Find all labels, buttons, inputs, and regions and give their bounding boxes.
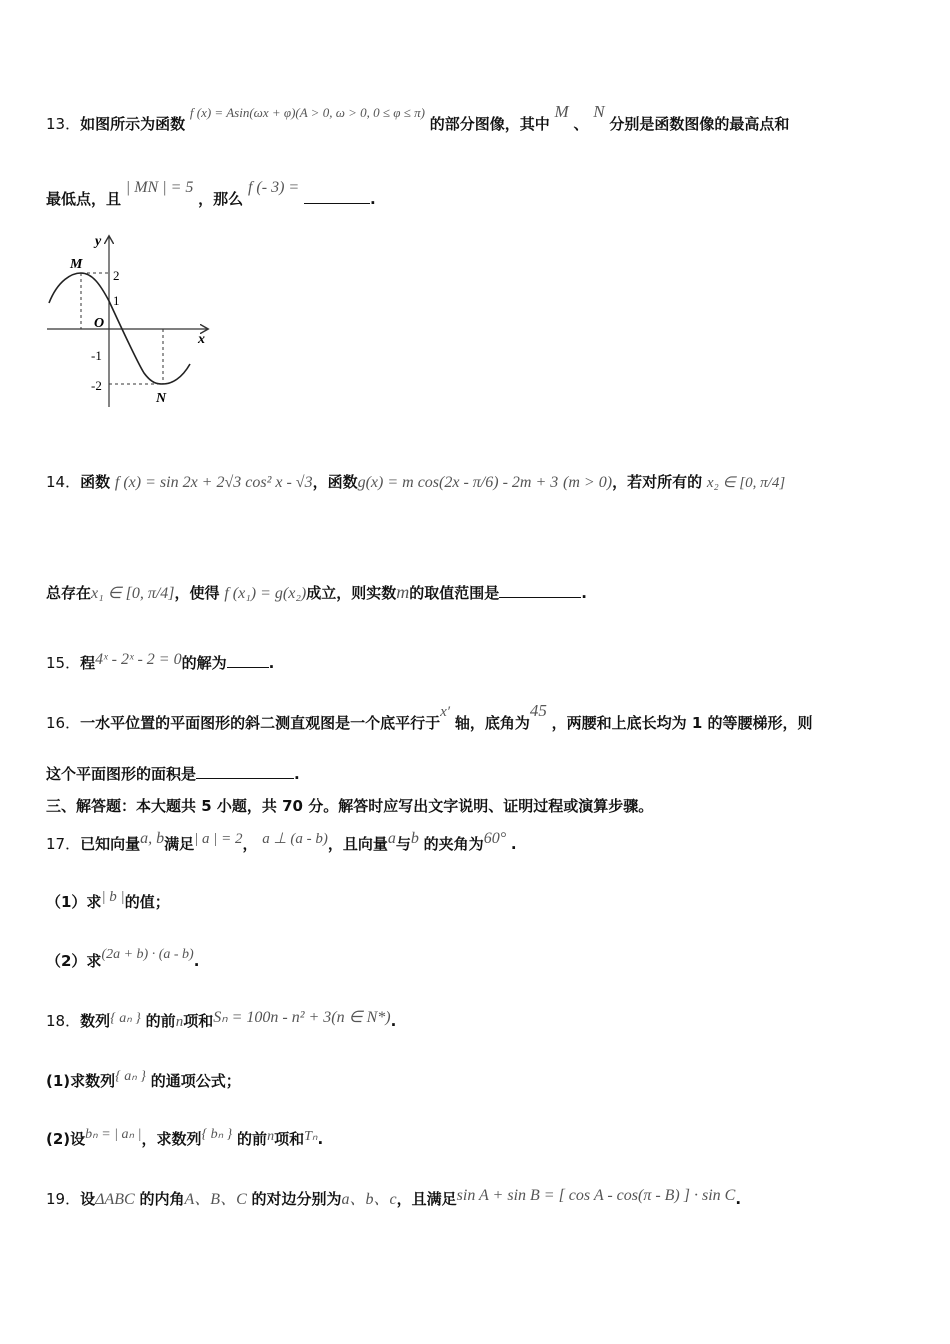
q18-sum-formula: Sₙ = 100n - n² + 3(n ∈ N*)	[213, 1009, 391, 1026]
q19-text-1: 设	[80, 1190, 96, 1208]
q15-text-1: 程	[80, 654, 96, 672]
q13-condition: | MN | = 5	[125, 179, 194, 196]
q15-answer-blank	[227, 667, 269, 668]
section-3-heading: 三、解答题：本大题共 5 小题，共 70 分。解答时应写出文字说明、证明过程或演算步骤。	[46, 797, 654, 815]
sine-graph	[42, 232, 212, 412]
q16-answer-blank	[196, 778, 294, 779]
q13-number: 13．	[46, 115, 81, 133]
q13-end: .	[369, 190, 376, 208]
tick-minus-1: -1	[91, 348, 102, 363]
q16-angle: 45	[529, 701, 547, 720]
q15-equation: 4ˣ - 2ˣ - 2 = 0	[95, 651, 182, 668]
q19-text-3: 的对边分别为	[251, 1190, 342, 1208]
q13-separator: 、	[573, 115, 589, 133]
q17-condition-2: a ⊥ (a - b)	[262, 831, 328, 847]
q14-text-5: ，使得	[174, 584, 220, 602]
q18-part1-label: (1)求数列	[46, 1072, 116, 1090]
y-axis-label: y	[95, 234, 102, 249]
q17-part1-label: （1）求	[46, 893, 102, 911]
q15-text-2: 的解为	[181, 654, 227, 672]
q18-part1-expr: { aₙ }	[115, 1069, 146, 1084]
q17-condition-1: | a | = 2	[194, 831, 243, 847]
q18-part2-text-1: ，求数列	[141, 1130, 202, 1148]
q14-line1	[46, 471, 785, 492]
q17-vector-a: a	[387, 830, 396, 847]
tick-1: 1	[113, 293, 120, 308]
q17-part1	[46, 891, 170, 912]
q14-g-formula: g(x) = m cos(2x - π/6) - 2m + 3	[357, 474, 559, 491]
q16-line2	[46, 763, 300, 784]
q17-vector-b: b	[410, 830, 419, 847]
q15-end: .	[268, 654, 275, 672]
q13-function-formula: f (x) = Asin(ωx + φ)(A > 0, ω > 0, 0 ≤ φ ≤ π)	[189, 105, 425, 120]
q13-line1	[46, 102, 790, 134]
q19-sides: a、b、c	[341, 1191, 397, 1208]
q19-number: 19．	[46, 1190, 81, 1208]
q14-equation: f (x₁) = g(x₂)	[224, 585, 307, 602]
q17-part1-expr: | b |	[101, 889, 125, 905]
q14-line2	[46, 582, 587, 603]
q18-end: .	[390, 1012, 397, 1030]
q14-m-condition: (m > 0)	[563, 474, 613, 491]
q18-text-3: 项和	[183, 1012, 214, 1030]
q18-sequence-a: { aₙ }	[110, 1011, 141, 1026]
q18-part2-b-def: bₙ = | aₙ |	[85, 1127, 142, 1142]
q19-equation: sin A + sin B = [ cos A - cos(π - B) ] · sin C	[456, 1187, 736, 1204]
q19-angles: A、B、C	[184, 1191, 247, 1208]
q17-part2-tail: .	[193, 952, 200, 970]
q18-text-2: 的前	[145, 1012, 176, 1030]
q17-number: 17．	[46, 835, 81, 853]
q17-angle: 60°	[483, 830, 507, 847]
q13-line2	[46, 179, 376, 209]
q17-text-3: ，且向量	[327, 835, 388, 853]
q17-text-2: 满足	[164, 835, 195, 853]
q14-end: .	[581, 584, 587, 602]
q16-text-4: 这个平面图形的面积是	[46, 765, 197, 783]
origin-label: O	[94, 316, 105, 331]
point-m-label: M	[70, 257, 83, 272]
q18-part1	[46, 1070, 241, 1091]
q13-text-1: 如图所示为函数	[80, 115, 186, 133]
q17-part1-tail: 的值；	[124, 893, 170, 911]
q13-question: f (- 3) =	[247, 179, 300, 196]
q18-part2-T: Tₙ	[304, 1129, 318, 1144]
q14-text-7: 的取值范围是	[409, 584, 500, 602]
q18-text-1: 数列	[80, 1012, 111, 1030]
q19-line	[46, 1186, 741, 1209]
q18-part2-sequence-b: { bₙ }	[201, 1127, 233, 1142]
q16-number: 16．	[46, 714, 81, 732]
q14-answer-blank	[499, 597, 581, 598]
q14-variable-m: m	[396, 582, 410, 602]
q17-comma: ，	[242, 835, 258, 853]
point-n-label: N	[156, 391, 167, 406]
q15-line	[46, 652, 274, 673]
q18-line1	[46, 1010, 396, 1031]
q14-x2-range: x₂ ∈ [0, π/4]	[706, 475, 786, 491]
q14-text-3: ，若对所有的	[612, 473, 703, 491]
q13-point-m: M	[554, 102, 569, 121]
q19-end: .	[735, 1190, 742, 1208]
q15-number: 15．	[46, 654, 81, 672]
q13-answer-blank	[304, 203, 370, 204]
q16-text-1: 一水平位置的平面图形的斜二测直观图是一个底平行于	[80, 714, 441, 732]
q19-text-2: 的内角	[139, 1190, 185, 1208]
q18-number: 18．	[46, 1012, 81, 1030]
q17-part2-expr: (2a + b) · (a - b)	[101, 947, 194, 962]
q16-text-3: ，两腰和上底长均为 1 的等腰梯形，则	[551, 714, 813, 732]
q14-f-formula: f (x) = sin 2x + 2√3 cos² x - √3	[114, 474, 313, 491]
q17-text-1: 已知向量	[80, 835, 141, 853]
q17-part2-label: （2）求	[46, 952, 102, 970]
q14-x1-range: x₁ ∈ [0, π/4]	[91, 585, 175, 602]
tick-minus-2: -2	[91, 378, 102, 393]
q13-text-4: 最低点，且	[46, 190, 122, 208]
q13-text-5: ，那么	[198, 190, 244, 208]
q17-line1	[46, 830, 517, 854]
q18-part2-label: (2)设	[46, 1130, 86, 1148]
q16-end: .	[294, 765, 300, 783]
q17-end: .	[510, 835, 517, 853]
q16-text-2: 轴，底角为	[454, 714, 530, 732]
q17-vectors: a, b	[140, 830, 165, 847]
q19-triangle: ΔABC	[95, 1191, 135, 1208]
q14-text-4: 总存在	[46, 584, 92, 602]
q17-text-4: 与	[395, 835, 411, 853]
q13-point-n: N	[593, 102, 605, 121]
q18-part1-tail: 的通项公式；	[150, 1072, 241, 1090]
q14-text-1: 函数	[80, 473, 111, 491]
q18-part2-text-2: 的前	[237, 1130, 268, 1148]
q18-part2	[46, 1128, 323, 1149]
q13-text-2: 的部分图像，其中	[429, 115, 550, 133]
q17-text-5: 的夹角为	[423, 835, 484, 853]
q14-text-6: 成立，则实数	[306, 584, 397, 602]
q16-line1	[46, 701, 813, 733]
q18-part2-text-3: 项和	[274, 1130, 305, 1148]
x-axis-label: x	[198, 332, 205, 347]
q18-part2-n: n	[267, 1129, 275, 1144]
q18-n: n	[175, 1014, 184, 1030]
q17-part2	[46, 947, 200, 971]
q14-number: 14．	[46, 473, 81, 491]
q13-text-3: 分别是函数图像的最高点和	[609, 115, 790, 133]
q18-part2-end: .	[317, 1130, 324, 1148]
q14-text-2: ，函数	[312, 473, 358, 491]
q19-text-4: ，且满足	[396, 1190, 457, 1208]
tick-2: 2	[113, 268, 120, 283]
q16-axis: x′	[440, 704, 451, 720]
